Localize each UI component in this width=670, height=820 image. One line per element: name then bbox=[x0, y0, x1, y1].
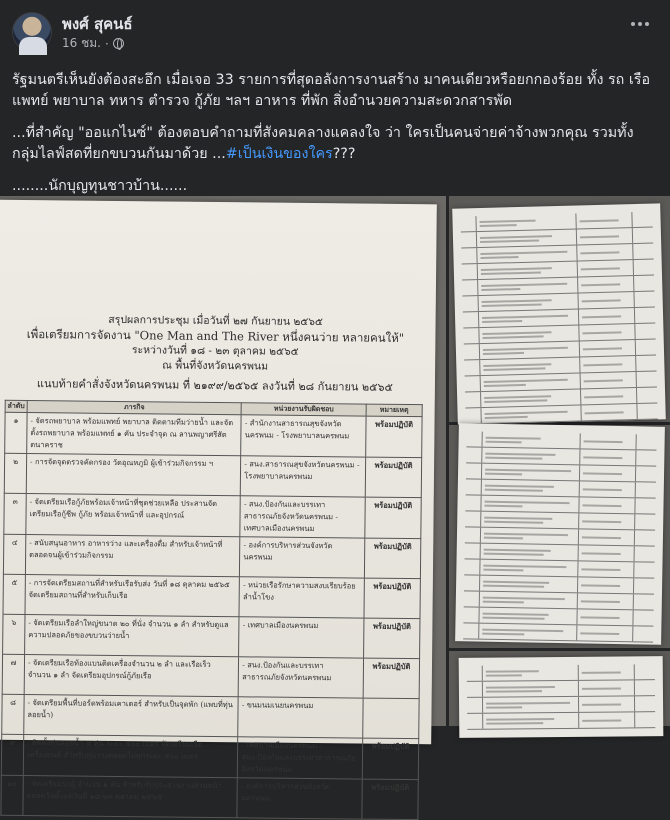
table-row bbox=[3, 534, 420, 578]
table-header: ภารกิจ bbox=[27, 401, 241, 415]
table-cell-act: - จัดเตรียมเรือลำใหญ่ขนาด ๒๐ ที่นั่ง จำนวน ๑ ลำ สำหรับดูแลความปลอดภัยของขบวนว่ายน้ำ bbox=[25, 615, 240, 657]
document-page-2 bbox=[452, 203, 666, 424]
table-cell-act: - จัดรถพยาบาล พร้อมแพทย์ พยาบาล ติดตามทีมว่ายน้ำ และจัดตั้งรถพยาบาล พร้อมแพทย์ ๑ คัน ประจำจุด ณ ลานพญาศรีสัตตนาคราช bbox=[27, 413, 242, 456]
table-cell-org: - เทศบาลเมืองนครพนม bbox=[239, 617, 364, 658]
mini-table bbox=[467, 664, 656, 732]
table-header: หมายเหตุ bbox=[366, 404, 422, 417]
table-cell-org: - องค์การบริหารส่วนจังหวัดนครพนม bbox=[240, 537, 365, 578]
table-row bbox=[2, 694, 419, 738]
table-cell-org: - องค์การบริหารส่วนจังหวัดนครพนม bbox=[237, 778, 362, 819]
post-paragraph-3: ........นักบุญทุนชาวบ้าน...... bbox=[12, 178, 188, 194]
photo-side-2[interactable] bbox=[449, 425, 670, 648]
mini-table bbox=[460, 212, 657, 419]
document-title bbox=[0, 312, 436, 396]
table-cell-act: - สนับสนุนอาหาร อาหารว่าง และเครื่องดื่ม สำหรับเจ้าหน้าที่ ตลอดจนผู้เข้าร่วมกิจกรรม bbox=[25, 535, 240, 577]
document-page-4 bbox=[459, 656, 664, 738]
table-cell-num: ๘ bbox=[2, 694, 24, 734]
table-cell-note: พร้อมปฏิบัติ bbox=[365, 497, 421, 539]
table-cell-num: ๒ bbox=[4, 453, 26, 493]
table-cell-note: พร้อมปฏิบัติ bbox=[363, 658, 419, 699]
table-cell-note: พร้อมปฏิบัติ bbox=[362, 738, 418, 780]
paragraph-2-text: ...ที่สำคัญ "ออแกไนซ์" ต้องตอบคำถามที่สังคมคลางแคลงใจ ว่า ใครเป็นคนจ่ายค่าจ้างพวกคุณ รวมทั้งกลุ่มไลฟ์สดที่ยกขบวนกันมาด้วย ... bbox=[12, 125, 634, 162]
post-paragraph-1: รัฐมนตรีเห็นยังต้องสะอึก เมื่อเจอ 33 รายการที่สุดอลังการงานสร้าง มาคนเดียวหรือยกกองร้อย ทั้ง รถ เรือ แพทย์ พยาบาล ทหาร ตำรวจ กู้ภัย ฯลฯ อาหาร ที่พัก สิ่งอำนวยความสะดวกสารพัด bbox=[12, 72, 651, 109]
post-meta bbox=[62, 34, 124, 53]
table-row bbox=[1, 734, 418, 779]
table-cell-act: - จัดเตรียมพื้นที่บอร์ดพร้อมเคาเตอร์ สำหรับเป็นจุดพัก (แพบที่ทุ่นลอยน้ำ) bbox=[24, 695, 239, 737]
mini-row bbox=[467, 680, 655, 698]
table-cell-act: - การจัดเตรียมสถานที่สำหรับเรือรับส่ง วันที่ ๑๘ ตุลาคม ๒๕๖๕ จัดเตรียมสถานที่สำหรับเก็บเรือ bbox=[25, 575, 240, 617]
table-cell-note: พร้อมปฏิบัติ bbox=[364, 578, 420, 619]
table-cell-org: - เทศบาลเมืองนครพนม - สนง.ป้องกันและบรรเทาสาธารณภัยจังหวัดนครพนม bbox=[238, 737, 363, 779]
mini-row bbox=[463, 623, 653, 642]
table-cell-num: ๔ bbox=[3, 534, 25, 574]
table-row bbox=[4, 493, 421, 538]
table-cell-num: ๕ bbox=[3, 574, 25, 614]
mini-table bbox=[463, 431, 657, 638]
document-title-line-3: ระหว่างวันที่ ๑๘ - ๒๓ ตุลาคม ๒๕๖๕ bbox=[131, 344, 299, 358]
table-row bbox=[2, 654, 419, 698]
author-avatar[interactable] bbox=[12, 12, 52, 52]
table-cell-num: ๑๐ bbox=[1, 775, 23, 815]
document-title-line-2: เพื่อเตรียมการจัดงาน "One Man and The River หนึ่งคนว่าย หลายคนให้" bbox=[26, 327, 405, 345]
author-name[interactable]: พงศ์ สุคนธ์ bbox=[62, 15, 133, 33]
table-row bbox=[5, 412, 422, 457]
document-page-3 bbox=[455, 423, 665, 645]
post-timestamp[interactable]: 16 ชม. bbox=[62, 36, 101, 50]
table-cell-act: - จัดเตรียมเรือกู้ภัยพร้อมเจ้าหน้าที่ชุดช่วยเหลือ ประสานจัดเตรียมเรือกู้ชีพ กู้ภัย พร้อมเจ้าหน้าที่ และอุปกรณ์ bbox=[26, 494, 241, 537]
post-text bbox=[12, 70, 660, 208]
table-cell-note bbox=[363, 698, 419, 739]
document-title-line-1: สรุปผลการประชุม เมื่อวันที่ ๒๗ กันยายน ๒๕๖๕ bbox=[108, 313, 323, 329]
table-cell-note: พร้อมปฏิบัติ bbox=[364, 538, 420, 579]
photo-side-3[interactable] bbox=[449, 651, 670, 726]
table-cell-org: - หน่วยเรือรักษาความสงบเรียบร้อยลำน้ำโขง bbox=[239, 577, 364, 618]
document-page bbox=[0, 200, 437, 803]
meta-separator: · bbox=[104, 36, 109, 51]
table-cell-act: - จัดเตรียมเรือท้องแบนติดเครื่องจำนวน ๒ ลำ และเรือเร็ว จำนวน ๑ ลำ จัดเตรียมอุปกรณ์กู้ภัยเรือ bbox=[24, 655, 239, 697]
document-subtitle: แนบท้ายคำสั่งจังหวัดนครพนม ที่ ๒๑๙๙/๒๕๖๕ ลงวันที่ ๒๘ กันยายน ๒๕๖๕ bbox=[36, 377, 393, 394]
photo-grid bbox=[0, 196, 670, 803]
post-header bbox=[12, 12, 658, 60]
table-cell-org: - สนง.ป้องกันและบรรเทาสาธารณภัยจังหวัดนครพนม - เทศบาลเมืองนครพนม bbox=[240, 496, 365, 538]
table-cell-note: พร้อมปฏิบัติ bbox=[364, 618, 420, 659]
table-cell-num: ๗ bbox=[2, 654, 24, 694]
table-cell-org: - ขนมนมเนยนครพนม bbox=[238, 697, 363, 738]
mini-row bbox=[467, 712, 655, 730]
paragraph-2-suffix: ??? bbox=[332, 146, 356, 162]
table-cell-note: พร้อมปฏิบัติ bbox=[366, 416, 422, 458]
table-cell-note: พร้อมปฏิบัติ bbox=[362, 779, 418, 820]
mini-row bbox=[467, 696, 655, 714]
table-header: หน่วยงานรับผิดชอบ bbox=[241, 403, 366, 416]
table-row bbox=[3, 614, 420, 658]
document-table bbox=[0, 400, 422, 820]
hashtag-link[interactable]: #เป็นเงินของใคร bbox=[225, 146, 333, 162]
table-cell-org: - สำนักงานสาธารณสุขจังหวัดนครพนม - โรงพยาบาลนครพนม bbox=[241, 415, 366, 457]
table-cell-act: - การจัดจุดตรวจคัดกรอง วัดอุณหภูมิ ผู้เข้าร่วมกิจกรรม ฯ bbox=[26, 454, 241, 496]
table-cell-org: - สนง.สาธารณสุขจังหวัดนครพนม - โรงพยาบาลนครพนม bbox=[241, 456, 366, 497]
mini-row bbox=[467, 664, 655, 682]
table-row bbox=[4, 453, 421, 497]
table-cell-num: ๖ bbox=[3, 614, 25, 654]
globe-icon[interactable] bbox=[113, 38, 124, 49]
table-cell-act: - จัดเตรียมรถตู้ จำนวน ๑ คัน สำหรับรับประสานงานส่วนหน้า ตลอดวันตั้งแต่วันที่ ๑๘-๒๓ ตุลาคม ๒๕๖๕ bbox=[23, 776, 238, 818]
photo-side-1[interactable] bbox=[449, 196, 670, 422]
table-cell-note: พร้อมปฏิบัติ bbox=[365, 457, 421, 498]
post-paragraph-2 bbox=[12, 123, 660, 165]
table-cell-org: - สนง.ป้องกันและบรรเทาสาธารณภัยจังหวัดนครพนม bbox=[238, 657, 363, 698]
table-header: ลำดับ bbox=[5, 400, 27, 412]
photo-main[interactable] bbox=[0, 196, 446, 803]
table-cell-num: ๑ bbox=[5, 412, 27, 453]
table-row bbox=[3, 574, 420, 618]
more-options-icon[interactable] bbox=[626, 14, 654, 34]
table-cell-act: - ติดตั้งทุ่นลอยน้ำ ๔ ทุ่น ระยะ ๕๐๐ เมตร จัดเตรียมเรือเครื่องยนต์ สำหรับทุ่นวางตลอดไปทุกระยะ ๕๐๐ เมตร bbox=[23, 735, 238, 778]
table-cell-num: ๙ bbox=[1, 734, 23, 775]
table-cell-num: ๓ bbox=[4, 493, 26, 534]
table-row bbox=[1, 775, 418, 819]
document-title-line-4: ณ พื้นที่จังหวัดนครพนม bbox=[162, 359, 269, 373]
